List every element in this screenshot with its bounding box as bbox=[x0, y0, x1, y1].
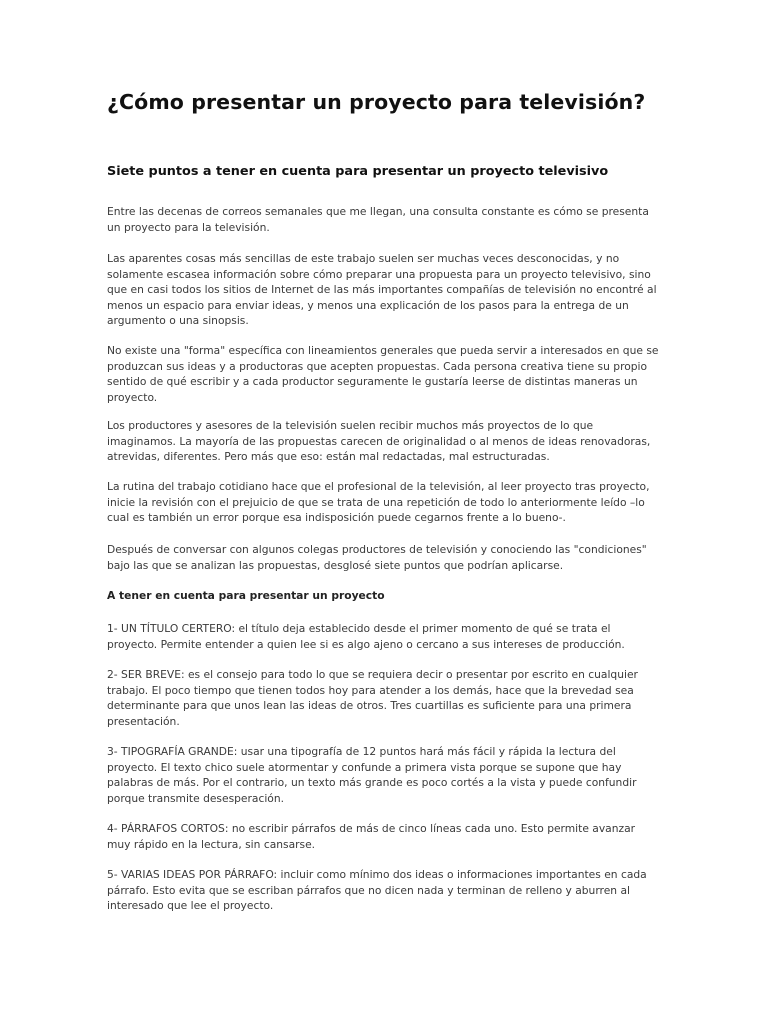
paragraph-producers: Los productores y asesores de la televisión suelen recibir muchos más proyectos de lo que imaginamos. La mayoría de las propuestas carecen de originalidad o al menos de ideas renovadoras, atrevidas, diferentes. Pero más que eso: están mal redactadas, mal estructuradas. bbox=[107, 419, 651, 464]
paragraph-no-form: No existe una "forma" específica con lineamientos generales que pueda servir a interesados en que se produzcan sus ideas y a productoras que acepten propuestas. Cada persona creativa tiene su propio sentido de qué escribir y a cada productor seguramente le gustaría leerse de distintas maneras un proyecto. bbox=[107, 344, 659, 404]
section-heading: A tener en cuenta para presentar un proyecto bbox=[107, 589, 385, 602]
point-4-short-paragraphs: 4- PÁRRAFOS CORTOS: no escribir párrafos de más de cinco líneas cada uno. Esto permite avanzar muy rápido en la lectura, sin cansarse. bbox=[107, 822, 636, 851]
paragraph-routine: La rutina del trabajo cotidiano hace que el profesional de la televisión, al leer proyecto tras proyecto, inicie la revisión con el prejuicio de que se trata de una repetición de todo lo anteriormente leído –lo cual es también un error porque esa indisposición puede cegarnos frente a lo bueno-. bbox=[107, 480, 650, 525]
point-2-brief: 2- SER BREVE: es el consejo para todo lo que se requiera decir o presentar por escrito en cualquier trabajo. El poco tiempo que tienen todos hoy para atender a los demás, hace que la brevedad sea determinante para que unos lean las ideas de otros. Tres cuartillas es suficiente para una primera presentación. bbox=[107, 668, 638, 728]
point-5-ideas-per-paragraph: 5- VARIAS IDEAS POR PÁRRAFO: incluir como mínimo dos ideas o informaciones importantes en cada párrafo. Esto evita que se escriban párrafos que no dicen nada y terminan de relleno y aburren al interesado que lee el proyecto. bbox=[107, 868, 647, 913]
paragraph-unknown-basics: Las aparentes cosas más sencillas de este trabajo suelen ser muchas veces desconocidas, y no solamente escasea información sobre cómo preparar una propuesta para un proyecto televisivo, sino que en casi todos los sitios de Internet de las más importantes compañías de televisión no encontré al menos un espacio para enviar ideas, y menos una explicación de los pasos para la entrega de un argumento o una sinopsis. bbox=[107, 252, 657, 328]
page-subtitle: Siete puntos a tener en cuenta para presentar un proyecto televisivo bbox=[107, 164, 609, 179]
paragraph-intro: Entre las decenas de correos semanales que me llegan, una consulta constante es cómo se presenta un proyecto para la televisión. bbox=[107, 205, 649, 234]
paragraph-colleagues: Después de conversar con algunos colegas productores de televisión y conociendo las "condiciones" bajo las que se analizan las propuestas, desglosé siete puntos que podrían aplicarse. bbox=[107, 543, 647, 572]
page-title: ¿Cómo presentar un proyecto para televisión? bbox=[107, 90, 646, 114]
point-1-title: 1- UN TÍTULO CERTERO: el título deja establecido desde el primer momento de qué se trata el proyecto. Permite entender a quien lee si es algo ajeno o cercano a sus intereses de producción. bbox=[107, 622, 625, 651]
point-3-typography: 3- TIPOGRAFÍA GRANDE: usar una tipografía de 12 puntos hará más fácil y rápida la lectura del proyecto. El texto chico suele atormentar y confunde a primera vista porque se supone que hay palabras de más. Por el contrario, un texto más grande es poco cortés a la vista y puede confundir porque transmite desesperación. bbox=[107, 745, 637, 805]
